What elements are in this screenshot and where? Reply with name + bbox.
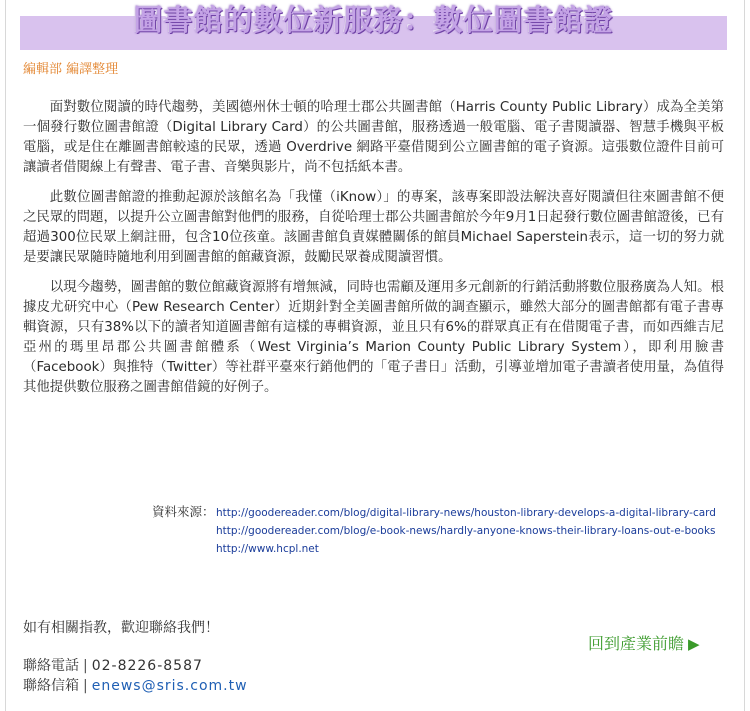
sources-links xyxy=(216,504,736,558)
article-paragraph-1: 面對數位閱讀的時代趨勢，美國德州休士頓的哈理士郡公共圖書館（Harris County Public Library）成為全美第一個發行數位圖書館證（Digital Library Card）的公共圖書館，服務透過一般電腦、電子書閱讀器、智慧手機與平板電腦，或是住在離圖書館較遠的民眾，透過 Overdrive 網路平臺借閱到公立圖書館的電子資源。這張數位證件目前可讓讀者借閱線上有聲書、電子書、音樂與影片，尚不包括紙本書。 xyxy=(23,100,724,175)
source-link-1[interactable]: http://goodereader.com/blog/digital-library-news/houston-library-develops-a-digital-library-card xyxy=(216,507,716,519)
phone-label: 聯絡電話 xyxy=(23,658,79,674)
sources-label: 資料來源： xyxy=(152,504,215,519)
contact-phone-row xyxy=(23,655,203,675)
divider: | xyxy=(83,658,88,674)
email-label: 聯絡信箱 xyxy=(23,678,79,694)
source-link-3[interactable]: http://www.hcpl.net xyxy=(216,543,319,555)
phone-number: 02-8226-8587 xyxy=(91,658,203,674)
source-link-2[interactable]: http://goodereader.com/blog/e-book-news/hardly-anyone-knows-their-library-loans-out-e-books xyxy=(216,525,716,537)
back-link-label: 回到產業前瞻 xyxy=(588,634,685,653)
editor-credit: 編輯部 編譯整理 xyxy=(23,62,119,77)
page-title: 圖書館的數位新服務：數位圖書館證 xyxy=(133,3,614,37)
email-link[interactable]: enews@sris.com.tw xyxy=(91,678,248,694)
divider: | xyxy=(83,678,88,694)
article-paragraph-2: 此數位圖書館證的推動起源於該館名為「我懂（iKnow）」的專案，該專案即設法解決喜好閱讀但往來圖書館不便之民眾的問題，以提升公立圖書館對他們的服務，自從哈理士郡公共圖書館於今年9月1日起發行數位圖書館證後，已有超過300位民眾上網註冊，包含10位孩童。該圖書館負責媒體關係的館員Michael Saperstein表示，這一切的努力就是要讓民眾隨時隨地利用到圖書館的館藏資源，鼓勵民眾養成閱讀習慣。 xyxy=(23,190,724,265)
article-paragraph-3: 以現今趨勢，圖書館的數位館藏資源將有增無減，同時也需顧及運用多元創新的行銷活動將數位服務廣為人知。根據皮尤研究中心（Pew Research Center）近期針對全美圖書館所做的調查顯示，雖然大部分的圖書館都有電子書專輯資源，只有38%以下的讀者知道圖書館有這樣的專輯資源，並且只有6%的群眾真正有在借閱電子書，而如西維吉尼亞州的瑪里昂郡公共圖書館體系（West Virginia’s Marion County Public Library System），即利用臉書（Facebook）與推特（Twitter）等社群平臺來行銷他們的「電子書日」活動，引導並增加電子書讀者使用量，為值得其他提供數位服務之圖書館借鏡的好例子。 xyxy=(23,280,724,395)
back-to-industry-link[interactable] xyxy=(588,631,700,654)
contact-email-row xyxy=(23,675,248,695)
contact-intro: 如有相關指教，歡迎聯絡我們！ xyxy=(23,620,219,636)
play-arrow-icon: ▶ xyxy=(688,635,700,653)
article-body xyxy=(23,98,724,408)
